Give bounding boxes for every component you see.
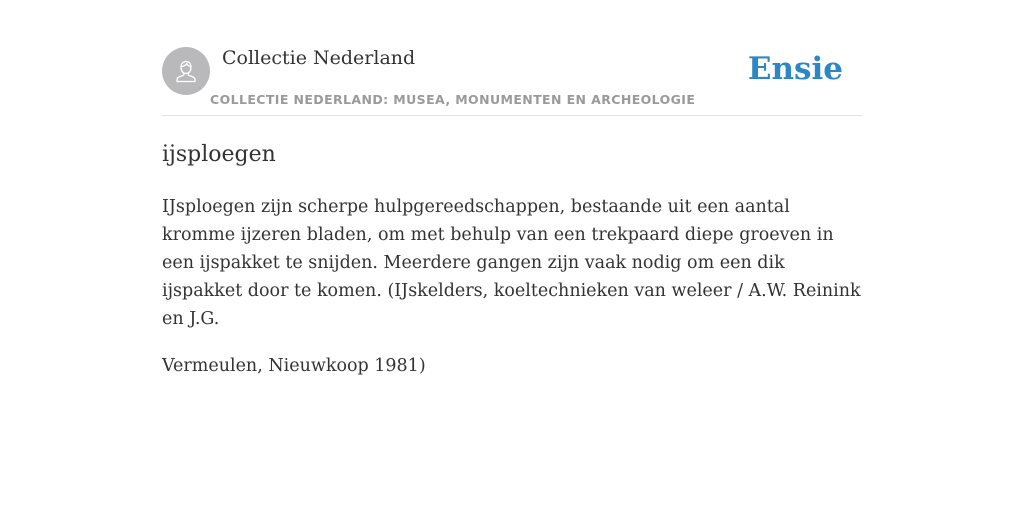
user-icon <box>172 57 200 85</box>
author-description: COLLECTIE NEDERLAND: MUSEA, MONUMENTEN EN ARCHEOLOGIE <box>210 92 696 107</box>
avatar[interactable] <box>162 47 210 95</box>
content-container <box>162 0 862 380</box>
article-paragraph: Vermeulen, Nieuwkoop 1981) <box>162 356 426 376</box>
author-header <box>162 0 862 116</box>
article-paragraph: IJsploegen zijn scherpe hulpgereedschappen, bestaande uit een aantal kromme ijzeren bladen, om met behulp van een trekpaard diepe groeven in een ijspakket te snijden. Meerdere gangen zijn vaak nodig om een dik ijspakket door te komen. (IJskelders, koeltechnieken van weleer / A.W. Reinink en J.G. <box>162 197 861 329</box>
author-name[interactable]: Collectie Nederland <box>222 47 416 69</box>
page-title: ijsploegen <box>162 142 276 167</box>
brand-logo[interactable]: Ensie <box>747 51 843 87</box>
